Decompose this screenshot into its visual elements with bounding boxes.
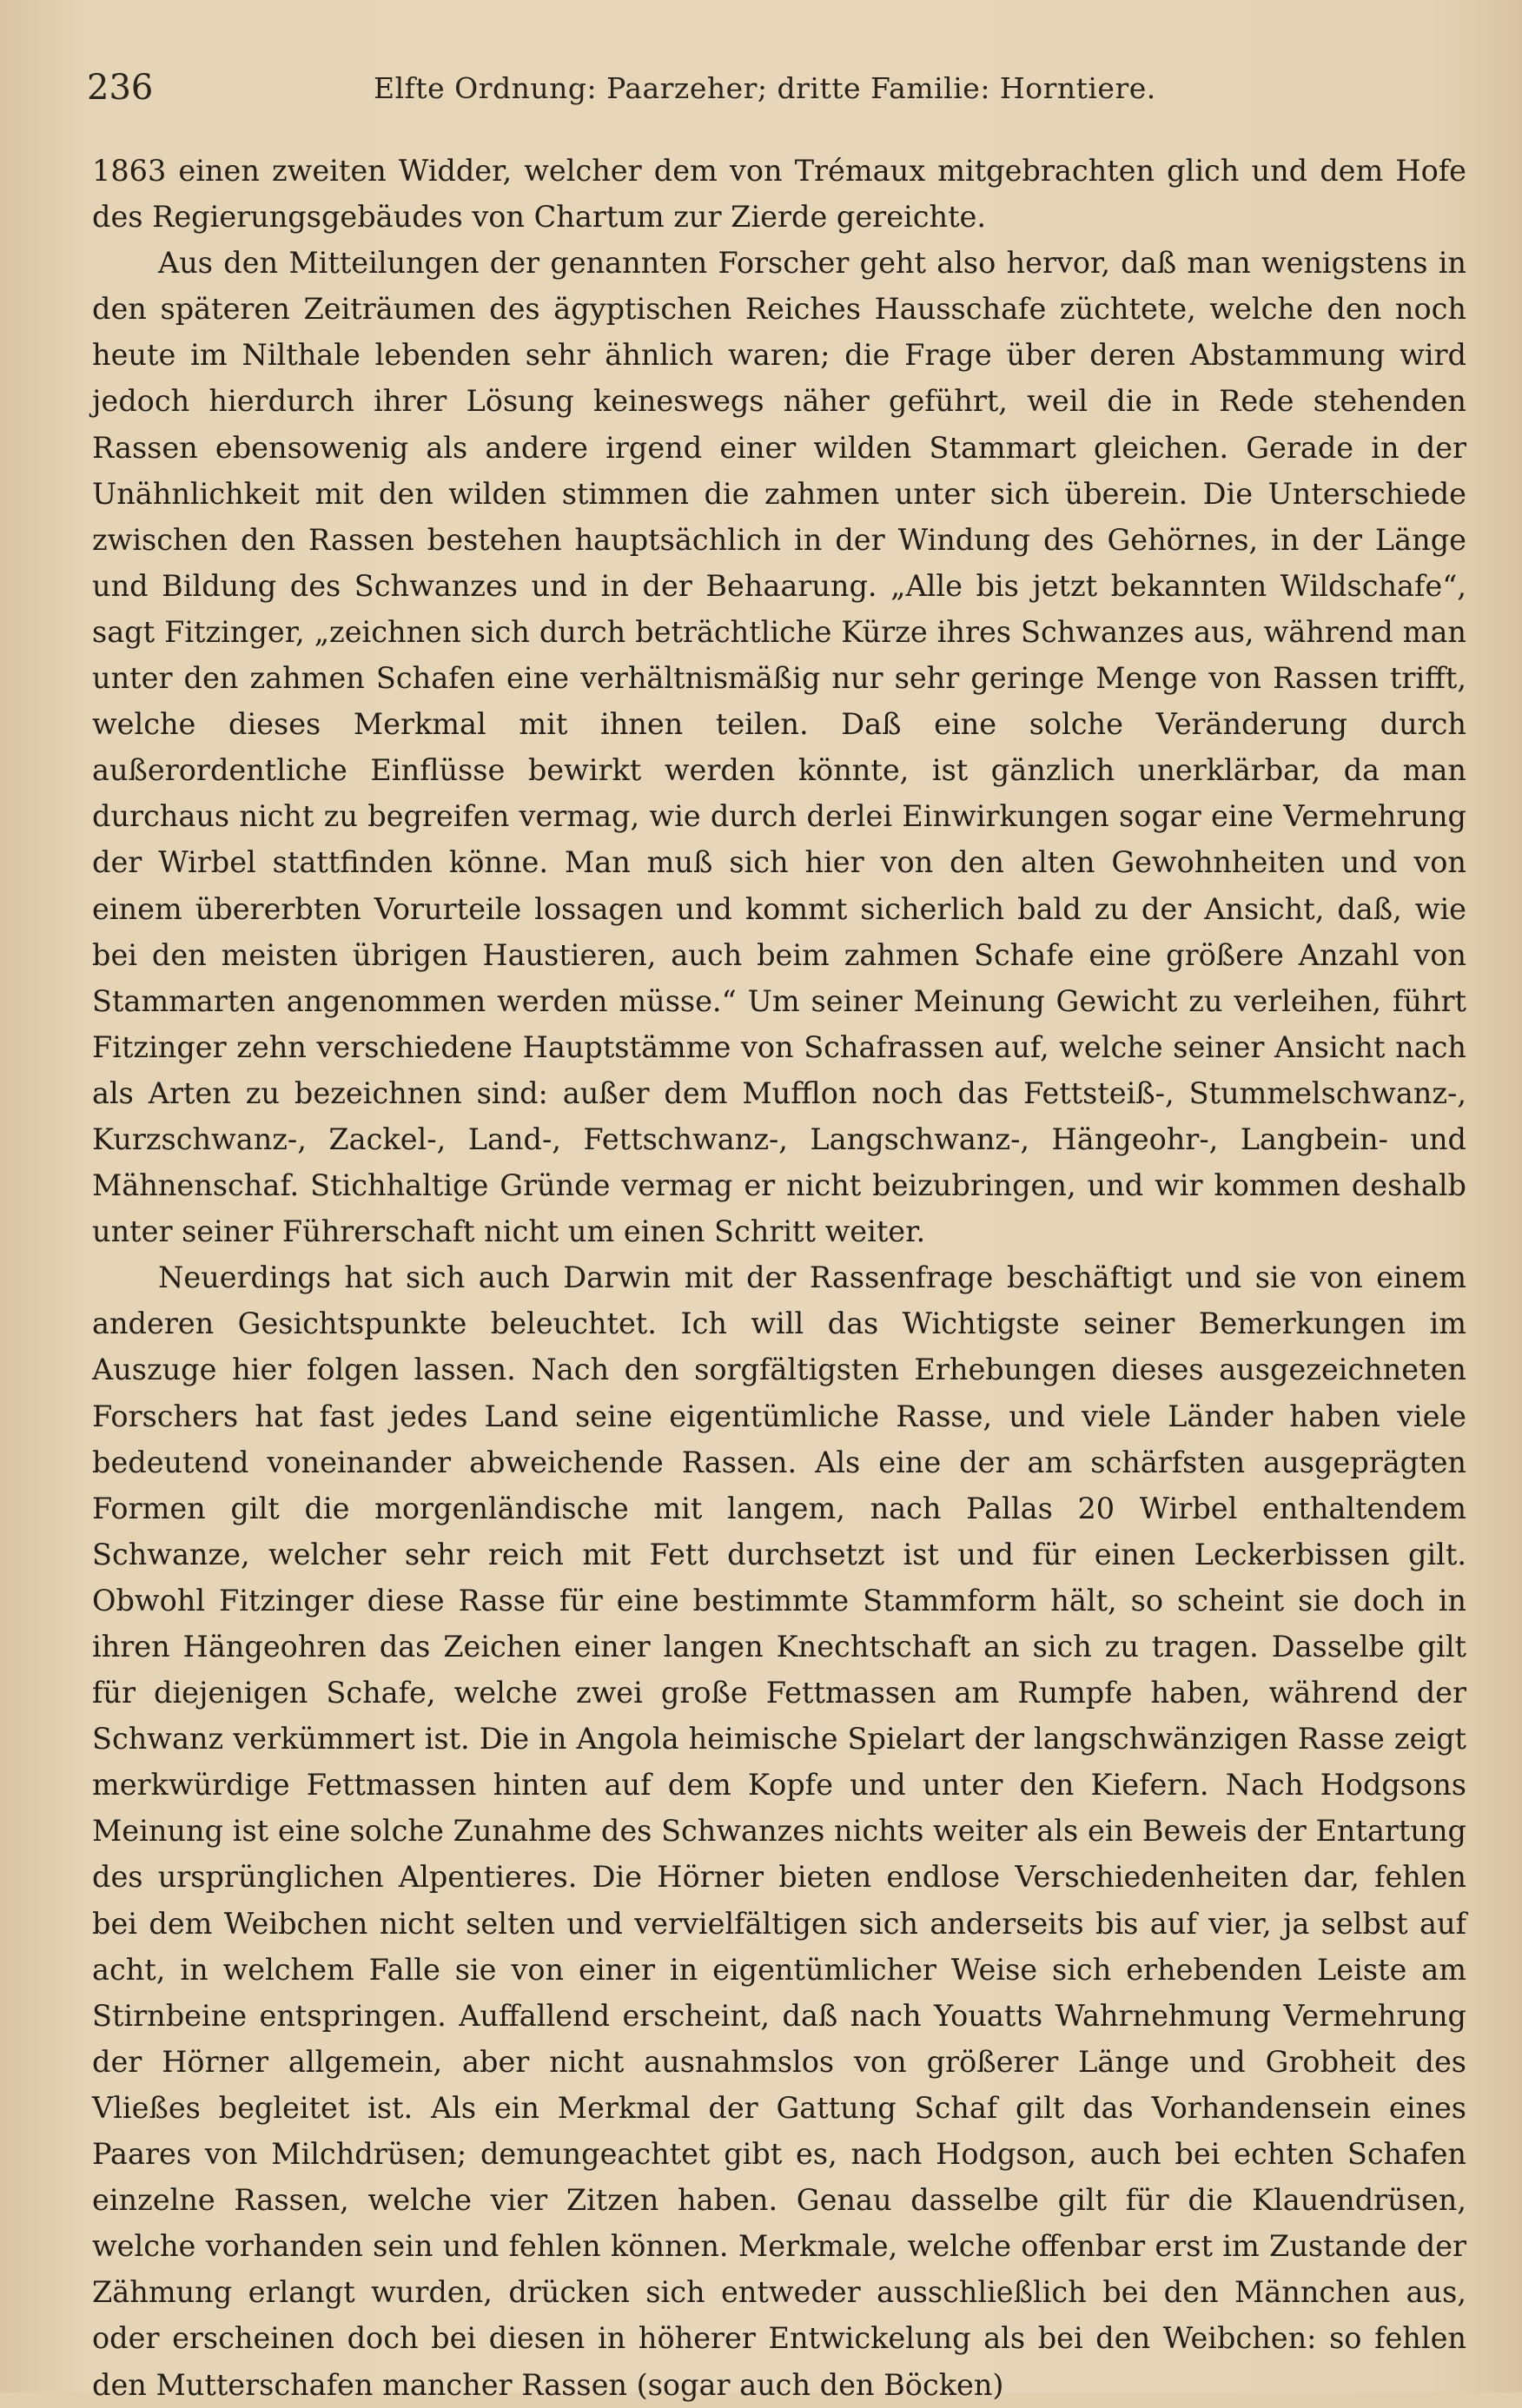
page-number: 236 (87, 68, 154, 108)
running-title: Elfte Ordnung: Paarzeher; dritte Familie: Horntiere. (374, 71, 1156, 105)
paragraph: Neuerdings hat sich auch Darwin mit der Rassenfrage beschäftigt und sie von einem anderen Gesichtspunkte beleuchtet. Ich will das Wichtigste seiner Bemerkungen im Auszuge hier folgen lassen. Nach den sorgfältigsten Erhebungen dieses ausgezeichneten Forschers hat fast jedes Land seine eigentümliche Rasse, und viele Länder haben viele bedeutend voneinander abweichende Rassen. Als eine der am schärfsten ausgeprägten Formen gilt die morgenländische mit langem, nach Pallas 20 Wirbel enthaltendem Schwanze, welcher sehr reich mit Fett durchsetzt ist und für einen Leckerbissen gilt. Obwohl Fitzinger diese Rasse für eine bestimmte Stammform hält, so scheint sie doch in ihren Hängeohren das Zeichen einer langen Knechtschaft an sich zu tragen. Dasselbe gilt für diejenigen Schafe, welche zwei große Fettmassen am Rumpfe haben, während der Schwanz verkümmert ist. Die in Angola heimische Spielart der langschwänzigen Rasse zeigt merkwürdige Fettmassen hinten auf dem Kopfe und unter den Kiefern. Nach Hodgsons Meinung ist eine solche Zunahme des Schwanzes nichts weiter als ein Beweis der Entartung des ursprünglichen Alpentieres. Die Hörner bieten endlose Verschiedenheiten dar, fehlen bei dem Weibchen nicht selten und vervielfältigen sich anderseits bis auf vier, ja selbst auf acht, in welchem Falle sie von einer in eigentümlicher Weise sich erhebenden Leiste am Stirnbeine entspringen. Auffallend erscheint, daß nach Youatts Wahrnehmung Vermehrung der Hörner allgemein, aber nicht ausnahmslos von größerer Länge und Grobheit des Vließes begleitet ist. Als ein Merkmal der Gattung Schaf gilt das Vorhandensein eines Paares von Milchdrüsen; demungeachtet gibt es, nach Hodgson, auch bei echten Schafen einzelne Rassen, welche vier Zitzen haben. Genau dasselbe gilt für die Klauendrüsen, welche vorhanden sein und fehlen können. Merkmale, welche offenbar erst im Zustande der Zähmung erlangt wurden, drücken sich entweder ausschließlich bei den Männchen aus, oder erscheinen doch bei diesen in höherer Entwickelung als bei den Weibchen: so fehlen den Mutterschafen mancher Rassen (sogar auch den Böcken) (92, 1260, 1466, 2402)
paragraph-continuation: 1863 einen zweiten Widder, welcher dem von Trémaux mitgebrachten glich und dem Hofe des Regierungsgebäudes von Chartum zur Zierde gereichte. (92, 154, 1466, 235)
body-text (92, 148, 1466, 2408)
running-header (87, 68, 1468, 120)
paragraph: Aus den Mitteilungen der genannten Forscher geht also hervor, daß man wenigstens in den späteren Zeiträumen des ägyptischen Reiches Hausschafe züchtete, welche den noch heute im Nilthale lebenden sehr ähnlich waren; die Frage über deren Abstammung wird jedoch hierdurch ihrer Lösung keineswegs näher geführt, weil die in Rede stehenden Rassen ebensowenig als andere irgend einer wilden Stammart gleichen. Gerade in der Unähnlichkeit mit den wilden stimmen die zahmen unter sich überein. Die Unterschiede zwischen den Rassen bestehen hauptsächlich in der Windung des Gehörnes, in der Länge und Bildung des Schwanzes und in der Behaarung. „Alle bis jetzt bekannten Wildschafe“, sagt Fitzinger, „zeichnen sich durch beträchtliche Kürze ihres Schwanzes aus, während man unter den zahmen Schafen eine verhältnismäßig nur sehr geringe Menge von Rassen trifft, welche dieses Merkmal mit ihnen teilen. Daß eine solche Veränderung durch außerordentliche Einflüsse bewirkt werden könnte, ist gänzlich unerklärbar, da man durchaus nicht zu begreifen vermag, wie durch derlei Einwirkungen sogar eine Vermehrung der Wirbel stattfinden könne. Man muß sich hier von den alten Gewohnheiten und von einem übererbten Vorurteile lossagen und kommt sicherlich bald zu der Ansicht, daß, wie bei den meisten übrigen Haustieren, auch beim zahmen Schafe eine größere Anzahl von Stammarten angenommen werden müsse.“ Um seiner Meinung Gewicht zu verleihen, führt Fitzinger zehn verschiedene Hauptstämme von Schafrassen auf, welche seiner Ansicht nach als Arten zu bezeichnen sind: außer dem Mufflon noch das Fettsteiß-, Stummelschwanz-, Kurzschwanz-, Zackel-, Land-, Fettschwanz-, Langschwanz-, Hängeohr-, Langbein- und Mähnenschaf. Stichhaltige Gründe vermag er nicht beizubringen, und wir kommen deshalb unter seiner Führerschaft nicht um einen Schritt weiter. (92, 246, 1466, 1249)
